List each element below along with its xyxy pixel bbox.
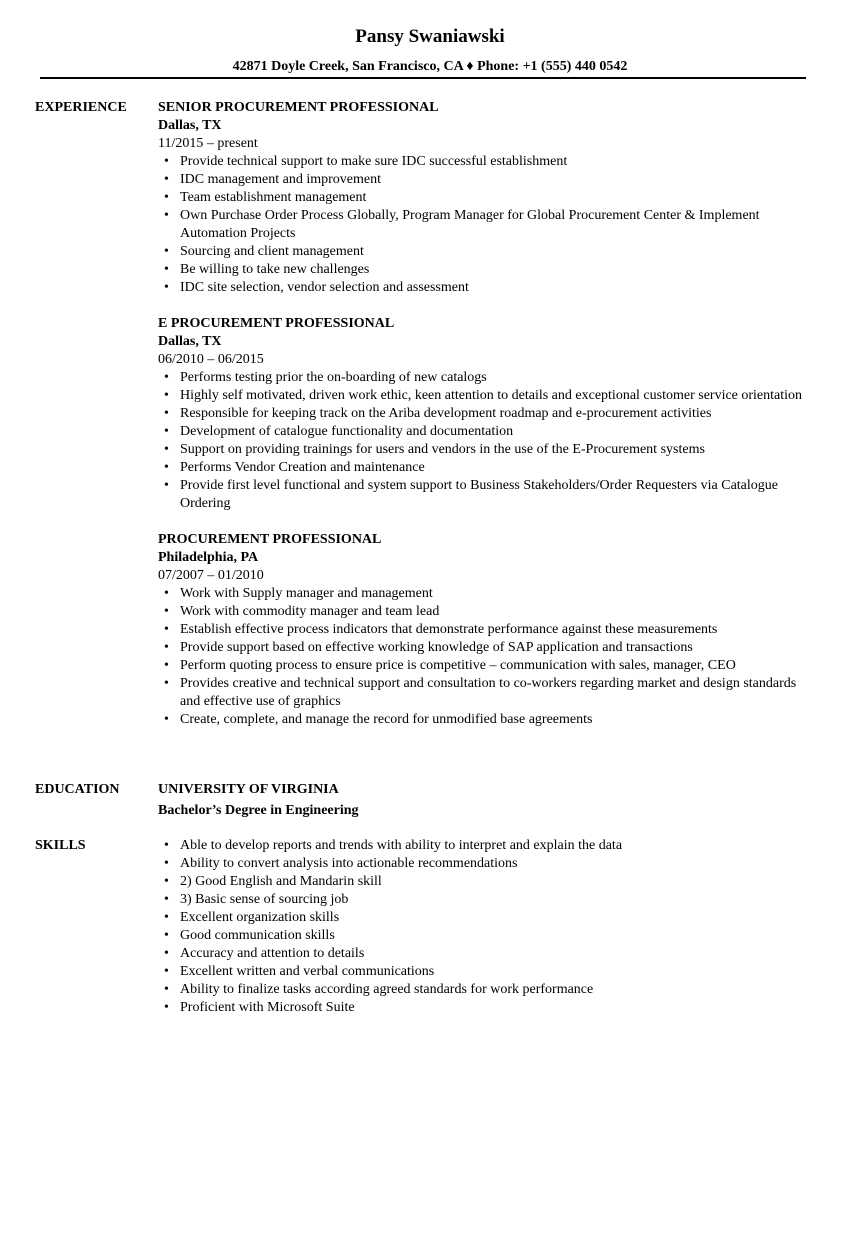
skill-item: • Ability to convert analysis into actionable recommendations	[180, 855, 808, 873]
skill-item: • Accuracy and attention to details	[180, 945, 808, 963]
section-label-education: EDUCATION	[35, 782, 120, 797]
job-bullet: • Provide first level functional and system support to Business Stakeholders/Order Requesters via Catalogue Ordering	[180, 477, 808, 513]
job-bullet: • Provides creative and technical support and consultation to co-workers regarding market and design standards and effective use of graphics	[180, 675, 808, 711]
school-name: UNIVERSITY OF VIRGINIA	[158, 782, 339, 797]
job-bullets	[158, 153, 808, 297]
job-title: E PROCUREMENT PROFESSIONAL	[158, 316, 395, 331]
job-bullet: • Support on providing trainings for users and vendors in the use of the E-Procurement systems	[180, 441, 808, 459]
skill-item: • Good communication skills	[180, 927, 808, 945]
job-bullet: • Sourcing and client management	[180, 243, 808, 261]
job-bullet: • Perform quoting process to ensure price is competitive – communication with sales, manager, CEO	[180, 657, 808, 675]
candidate-name: Pansy Swaniawski	[355, 26, 505, 47]
job-dates: 06/2010 – 06/2015	[158, 352, 264, 367]
skill-item: • Excellent organization skills	[180, 909, 808, 927]
degree-name: Bachelor’s Degree in Engineering	[158, 803, 359, 818]
job-location: Philadelphia, PA	[158, 550, 259, 565]
job-title: PROCUREMENT PROFESSIONAL	[158, 532, 382, 547]
skill-item: • Proficient with Microsoft Suite	[180, 999, 808, 1017]
job-bullet: • Provide support based on effective working knowledge of SAP application and transactions	[180, 639, 808, 657]
contact-line: 42871 Doyle Creek, San Francisco, CA ♦ Phone: +1 (555) 440 0542	[232, 59, 628, 74]
skill-item: • Excellent written and verbal communications	[180, 963, 808, 981]
section-label-skills: SKILLS	[35, 838, 86, 853]
job-bullet: • Work with commodity manager and team lead	[180, 603, 808, 621]
skill-item: • 2) Good English and Mandarin skill	[180, 873, 808, 891]
job-bullet: • Own Purchase Order Process Globally, Program Manager for Global Procurement Center & Implement Automation Projects	[180, 207, 808, 243]
skills-list-wrapper	[158, 837, 808, 1017]
job-bullet: • IDC management and improvement	[180, 171, 808, 189]
job-bullet: • Highly self motivated, driven work ethic, keen attention to details and exceptional customer service orientation	[180, 387, 808, 405]
skills-list	[158, 837, 808, 1017]
job-bullet: • Performs testing prior the on-boarding of new catalogs	[180, 369, 808, 387]
job-dates: 07/2007 – 01/2010	[158, 568, 264, 583]
job-title: SENIOR PROCUREMENT PROFESSIONAL	[158, 100, 439, 115]
skill-item: • 3) Basic sense of sourcing job	[180, 891, 808, 909]
job-bullet: • Team establishment management	[180, 189, 808, 207]
header-divider	[40, 77, 806, 79]
experience-list	[158, 99, 808, 747]
job-entry	[158, 315, 808, 513]
job-dates: 11/2015 – present	[158, 136, 258, 151]
job-bullets	[158, 369, 808, 513]
job-location: Dallas, TX	[158, 118, 222, 133]
education-entry	[158, 781, 808, 820]
job-bullet: • Establish effective process indicators that demonstrate performance against these measurements	[180, 621, 808, 639]
job-entry	[158, 531, 808, 729]
section-label-experience: EXPERIENCE	[35, 100, 127, 115]
job-bullet: • Development of catalogue functionality and documentation	[180, 423, 808, 441]
job-bullet: • Work with Supply manager and management	[180, 585, 808, 603]
skill-item: • Able to develop reports and trends with ability to interpret and explain the data	[180, 837, 808, 855]
job-bullet: • Responsible for keeping track on the Ariba development roadmap and e-procurement activities	[180, 405, 808, 423]
job-bullet: • Be willing to take new challenges	[180, 261, 808, 279]
job-bullet: • Create, complete, and manage the record for unmodified base agreements	[180, 711, 808, 729]
job-bullet: • Provide technical support to make sure IDC successful establishment	[180, 153, 808, 171]
skill-item: • Ability to finalize tasks according agreed standards for work performance	[180, 981, 808, 999]
job-location: Dallas, TX	[158, 334, 222, 349]
job-entry	[158, 99, 808, 297]
job-bullet: • Performs Vendor Creation and maintenance	[180, 459, 808, 477]
job-bullets	[158, 585, 808, 729]
job-bullet: • IDC site selection, vendor selection and assessment	[180, 279, 808, 297]
